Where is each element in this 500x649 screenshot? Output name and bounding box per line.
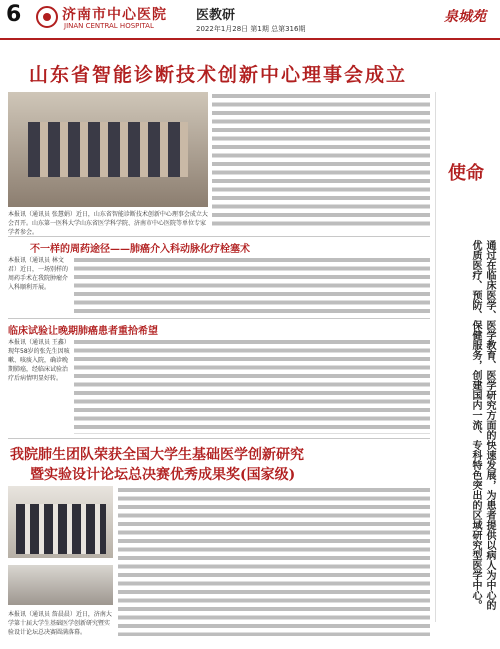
article4-title-line1: 我院肺生团队荣获全国大学生基础医学创新研究 [10,447,304,463]
hospital-name-en: JINAN CENTRAL HOSPITAL [64,22,154,30]
page-number: 6 [6,2,22,27]
article1-body [212,92,430,230]
divider [8,438,430,439]
article1-caption: 本报讯（通讯员 张慧娟）近日，山东省智能诊断技术创新中心理事会成立大会召开。山东第一医科大学山东省医学科学院、济南市中心医院等单位专家学者参会。 [8,211,208,236]
article2-subtitle: 不一样的周药途径——肺癌介入科动脉化疗栓塞术 [30,244,250,255]
divider [8,318,430,319]
sidebar-title: 使命 [448,163,484,184]
article4-photo [8,486,113,558]
article3-subtitle: 临床试验让晚期肺癌患者重拾希望 [8,326,158,337]
article4-body [118,486,430,636]
article2-body [74,256,430,314]
article4-caption: 本报讯（通讯员 詹晨晨）近日，济南大学第十届大学生基础医学创新研究暨实验设计论坛总决赛圆满落幕。 [8,611,112,636]
hospital-logo-icon [36,6,58,28]
article4-title-line2: 暨实验设计论坛总决赛优秀成果奖(国家级) [30,467,296,483]
column-name: 泉城苑 [444,9,486,25]
article2-caption: 本报讯（通讯员 林文君）近日，一场别样的周药手术在我院肿瘤介入科顺利开展。 [8,257,69,291]
article3-caption: 本报讯（通讯员 王鑫）现年58岁的张先生因咳嗽、咳痰入院，确诊晚期肺癌，经临床试验治疗后病情明显好转。 [8,339,70,382]
article1-title: 山东省智能诊断技术创新中心理事会成立 [28,64,407,86]
divider [8,236,430,237]
article1-photo [8,92,208,207]
page-header [0,0,500,40]
issue-date: 2022年1月28日 第1期 总第316期 [196,25,306,33]
hospital-name: 济南市中心医院 [62,7,167,23]
section-name: 医教研 [196,8,236,23]
article3-body [74,338,430,434]
article4-photo-2 [8,565,113,605]
sidebar-mission-text: 通过在临床医学、医学教育、医学研究方面的快速发展，为患者提供以病人为中心的优质医疗、预防、保健服务，创建国内一流、专科特色突出的区域研究型医学中心。 [470,240,495,610]
